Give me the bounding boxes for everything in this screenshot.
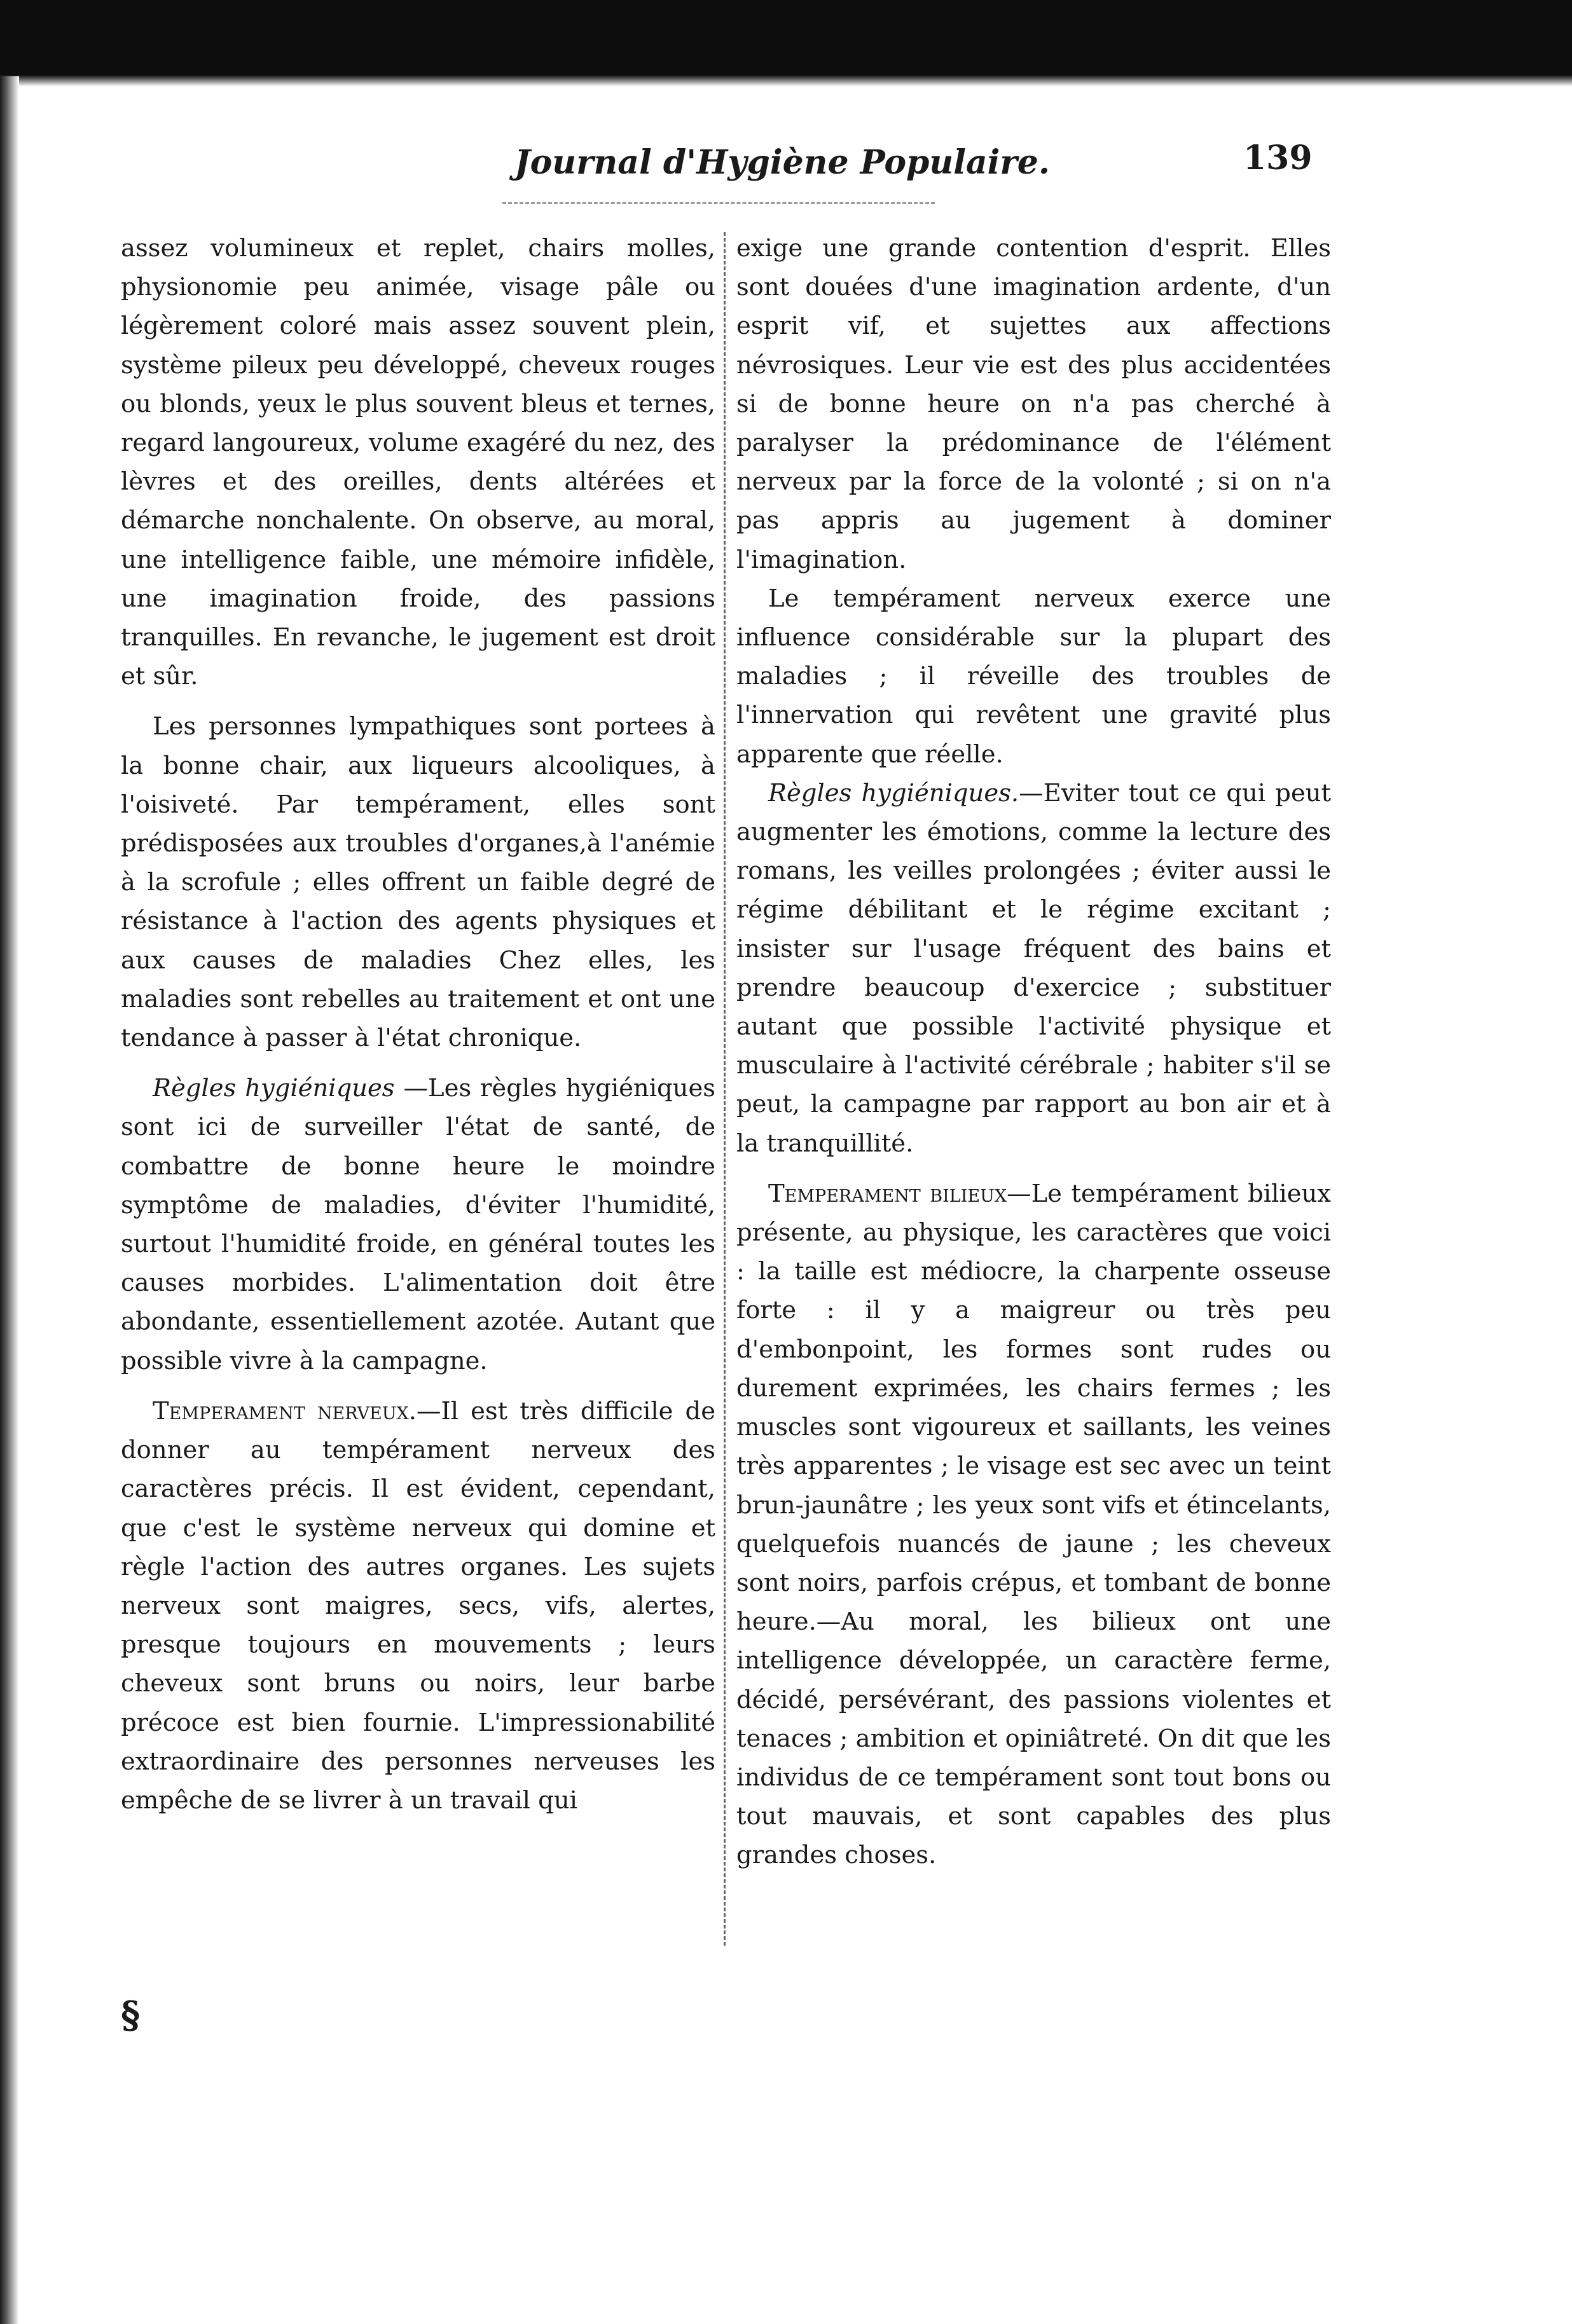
scan-border-fade — [0, 75, 1572, 86]
page-number: 139 — [1243, 139, 1313, 177]
scan-border-left — [0, 76, 19, 2324]
section-heading-temperament-bilieux: Temperament bilieux — [768, 1179, 1007, 1208]
section-heading-regles-hygieniques: Règles hygiéniques. — [768, 778, 1019, 808]
right-paragraph-3 — [736, 774, 1331, 1163]
left-paragraph-1: assez volumineux et replet, chairs molles, physionomie peu animée, visage pâle ou légèrement coloré mais assez souvent plein, système pileux peu développé, cheveux rouges ou blonds, yeux le plus souvent bleus et ternes, regard langoureux, volume exagéré du nez, des lèvres et des oreilles, dents altérées et démarche nonchalente. On observe, au moral, une intelligence faible, une mémoire infidèle, une imagination froide, des passions tranquilles. En revanche, le jugement est droit et sûr. — [121, 234, 715, 691]
right-paragraph-2: Le tempérament nerveux exerce une influence considérable sur la plupart des maladies ; il réveille des troubles de l'innervation qui revêtent une gravité plus apparente que réelle. — [736, 584, 1331, 769]
left-paragraph-4 — [121, 1392, 715, 1820]
scan-border-top — [0, 0, 1572, 76]
section-text: —Le tempérament bilieux présente, au physique, les caractères que voici : la taille est médiocre, la charpente osseuse forte : il y a maigreur ou très peu d'embonpoint, les formes sont rudes ou durement exprimées, les chairs fermes ; les muscles sont vigoureux et saillants, les veines très apparentes ; le visage est sec avec un teint brun-jaunâtre ; les yeux sont vifs et étincelants, quelquefois nuancés de jaune ; les cheveux sont noirs, parfois crépus, et tombant de bonne heure.—Au moral, les bilieux ont une intelligence développée, un caractère ferme, décidé, persévérant, des passions violentes et tenaces ; ambition et opiniâtreté. On dit que les individus de ce tempérament sont tout bons ou tout mauvais, et sont capables des plus grandes choses. — [736, 1179, 1331, 1870]
section-text: —Les règles hygiéniques sont ici de surveiller l'état de santé, de combattre de bonne heure le moindre symptôme de maladies, d'éviter l'humidité, surtout l'humidité froide, en général toutes les causes morbides. L'alimentation doit être abondante, essentiellement azotée. Autant que possible vivre à la campagne. — [121, 1074, 716, 1375]
header-rule — [502, 202, 935, 204]
column-divider — [724, 232, 726, 1946]
right-paragraph-1: exige une grande contention d'esprit. Elles sont douées d'une imagination ardente, d'un esprit vif, et sujettes aux affections névrosiques. Leur vie est des plus accidentées si de bonne heure on n'a pas cherché à paralyser la prédominance de l'élément nerveux par la force de la volonté ; si on n'a pas appris au jugement à dominer l'imagination. — [736, 234, 1331, 574]
section-text: —Il est très difficile de donner au tempérament nerveux des caractères précis. Il est évident, cependant, que c'est le système nerveux qui domine et règle l'action des autres organes. Les sujets nerveux sont maigres, secs, vifs, alertes, presque toujours en mouvements ; leurs cheveux sont bruns ou noirs, leur barbe précoce est bien fournie. L'impressionabilité extraordinaire des personnes nerveuses les empêche de se livrer à un travail qui — [121, 1396, 715, 1815]
left-column — [121, 229, 715, 1820]
section-heading-regles-hygieniques: Règles hygiéniques — [153, 1074, 395, 1103]
right-column — [736, 229, 1331, 1875]
right-paragraph-4 — [736, 1174, 1331, 1875]
left-paragraph-2: Les personnes lympathiques sont portees à la bonne chair, aux liqueurs alcooliques, à l'oisiveté. Par tempérament, elles sont prédisposées aux troubles d'organes,à l'anémie à la scrofule ; elles offrent un faible degré de résistance à l'action des agents physiques et aux causes de maladies Chez elles, les maladies sont rebelles au traitement et ont une tendance à passer à l'état chronique. — [121, 712, 715, 1053]
footer-mark: § — [121, 1993, 141, 2037]
section-text: —Eviter tout ce qui peut augmenter les émotions, comme la lecture des romans, les veilles prolongées ; éviter aussi le régime débilitant et le régime excitant ; insister sur l'usage fréquent des bains et prendre beaucoup d'exercice ; substituer autant que possible l'activité physique et musculaire à l'activité cérébrale ; habiter s'il se peut, la campagne par rapport au bon air et à la tranquillité. — [736, 778, 1331, 1158]
left-paragraph-3 — [121, 1069, 715, 1380]
section-heading-temperament-nerveux: Temperament nerveux. — [153, 1396, 417, 1426]
running-title: Journal d'Hygiène Populaire. — [514, 143, 1050, 182]
